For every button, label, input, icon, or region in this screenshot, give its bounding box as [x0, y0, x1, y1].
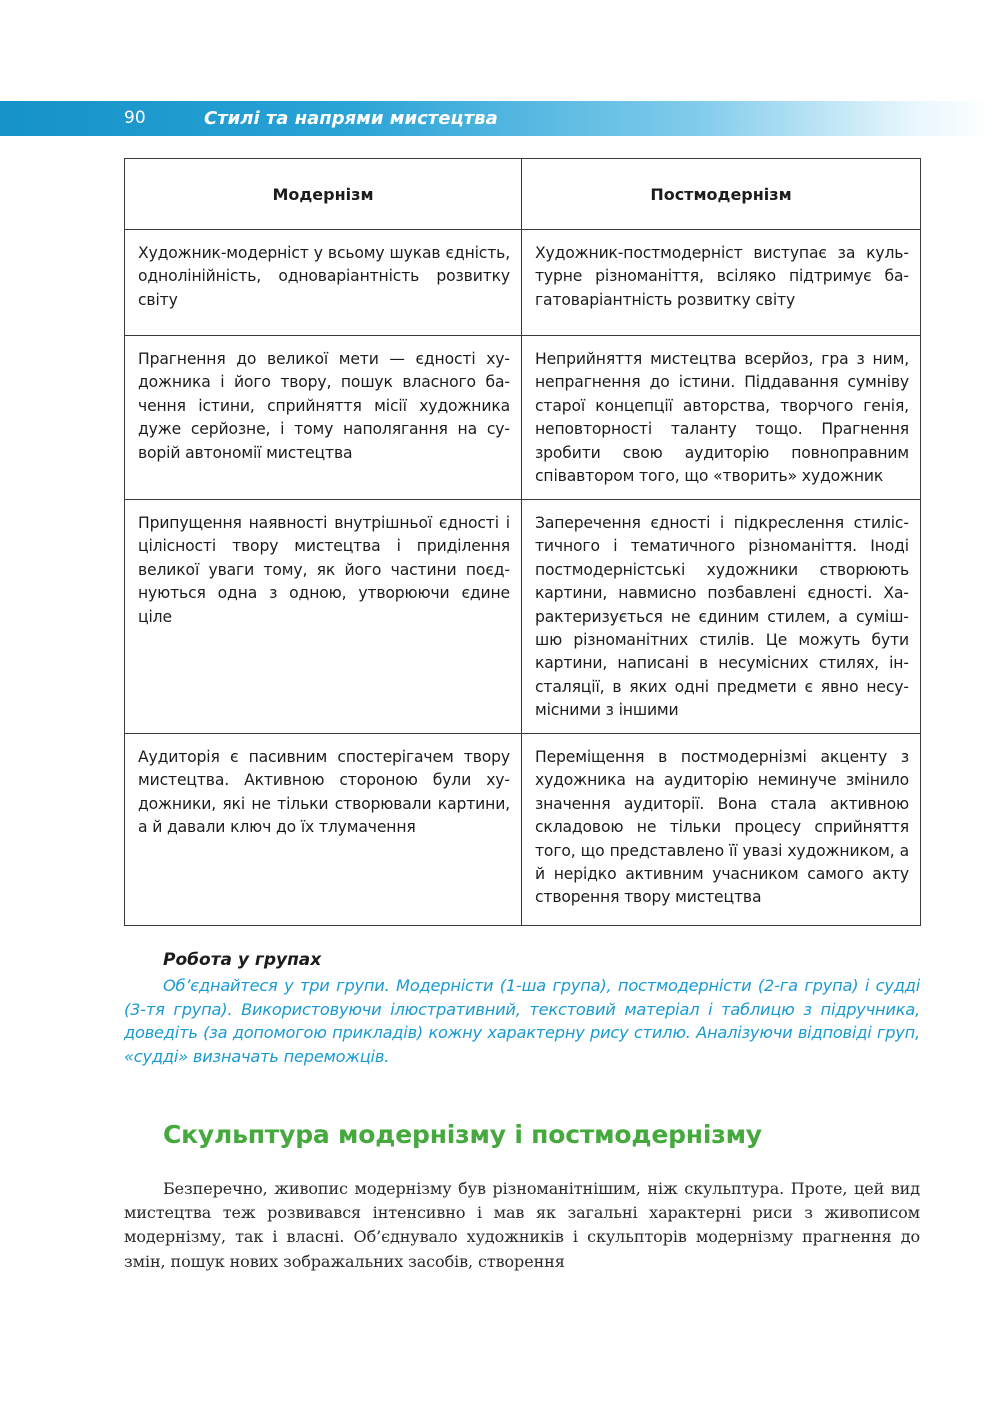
table-cell: Припущення наявності внутрішньої єдності і цілісності твору мистецтва і приділення великої уваги тому, як його частини поєднуються одна з одною, утворюючи єдине ціле — [125, 500, 522, 734]
table-cell: Прагнення до великої мети — єдності художника і його твору, пошук власного бачення істини, сприйняття місії художника дуже серйозне, і тому наполягання на суворій автономії мистецтва — [125, 336, 522, 500]
table-row — [125, 336, 921, 500]
column-header-postmodernism: Постмодернізм — [522, 159, 921, 230]
table-row — [125, 230, 921, 336]
body-paragraph: Безперечно, живопис модернізму був різноманітнішим, ніж скульптура. Проте, цей вид мистецтва теж розвивався інтенсивно і мав як загальні характерні риси з живописом модернізму, так і власні. Об’єднувало художників і скульпторів модернізму прагнення до змін, пошук нових зображальних засобів, створення — [124, 1179, 920, 1271]
group-work-text: Об’єднайтеся у три групи. Модерністи (1-ша група), постмодерністи (2-га група) і судді (3-тя група). Використовуючи ілюстративний, текстовий матеріал і таблицю з підручника, доведіть (за допомогою прикладів) кожну характерну рису стилю. Аналізуючи відповіді груп, «судді» визначать переможців. — [124, 976, 920, 1066]
table-cell: Аудиторія є пасивним спостерігачем твору мистецтва. Активною стороною були художники, які не тільки створювали картини, а й давали ключ до їх тлумачення — [125, 734, 522, 926]
table-cell: Художник-постмодерніст виступає за культурне різноманіття, всіляко підтримує багатоваріантність розвитку світу — [522, 230, 921, 336]
table-row — [125, 734, 921, 926]
column-header-modernism: Модернізм — [125, 159, 522, 230]
table-cell: Переміщення в постмодернізмі акценту з художника на аудиторію неминуче змінило значення аудиторії. Вона стала активною складовою не тільки процесу сприйняття того, що представлено її увазі художником, а й нерідко активним учасником самого акту створення твору мистецтва — [522, 734, 921, 926]
page-number: 90 — [124, 108, 146, 128]
table-cell: Неприйняття мистецтва всерйоз, гра з ним, непрагнення до істини. Піддавання сумніву старої концепції авторства, творчого генія, неповторності таланту тощо. Прагнення зробити свою аудиторію повноправним співавтором того, що «творить» художник — [522, 336, 921, 500]
table-row — [125, 500, 921, 734]
group-work-heading: Робота у групах — [163, 950, 322, 970]
table-cell: Заперечення єдності і підкреслення стилістичного і тематичного різноманіття. Іноді постмодерністські художники створюють картини, навмисно позбавлені єдності. Характеризується не єдиним стилем, а сумішшю різноманітних стилів. Це можуть бути картини, написані в несумісних стилях, інсталяції, в яких одні предмети є явно несумісними з іншими — [522, 500, 921, 734]
section-heading: Скульптура модернізму і постмодернізму — [163, 1120, 762, 1149]
comparison-table — [124, 158, 921, 926]
table-header-row — [125, 159, 921, 230]
table-cell: Художник-модерніст у всьому шукав єдність, однолінійність, одноваріантність розвитку світу — [125, 230, 522, 336]
running-title: Стилі та напрями мистецтва — [204, 108, 498, 129]
